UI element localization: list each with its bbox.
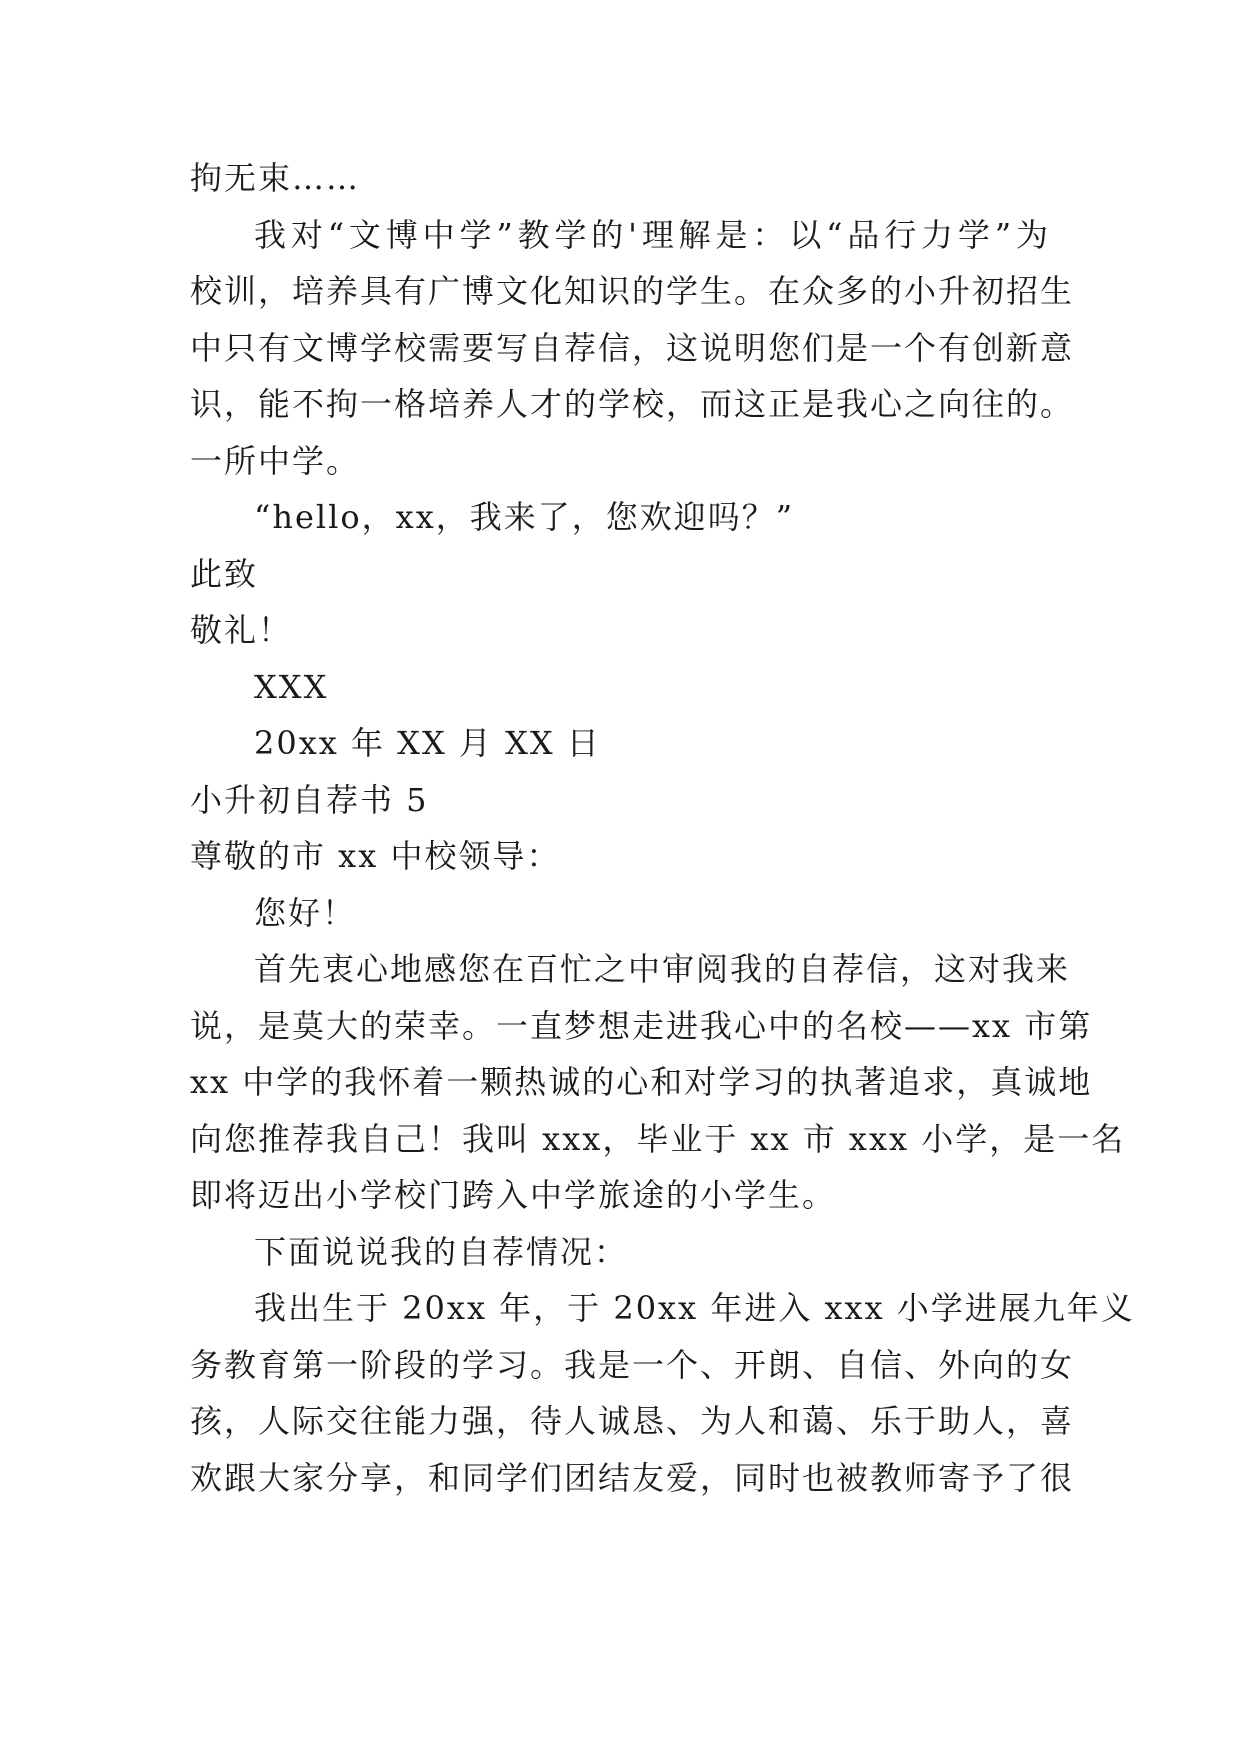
signature-date: 20xx 年 XX 月 XX 日 [254, 724, 601, 762]
text-line: 一所中学。 [190, 442, 361, 480]
text-line: 务教育第一阶段的学习。我是一个、开朗、自信、外向的女 [190, 1346, 1075, 1384]
closing-salutation: 此致 [190, 555, 259, 593]
text-line: 孩，人际交往能力强，待人诚恳、为人和蔼、乐于助人，喜 [190, 1402, 1075, 1440]
text-line: 我出生于 20xx 年，于 20xx 年进入 xxx 小学进展九年义 [254, 1289, 1135, 1327]
text-line: 识，能不拘一格培养人才的学校，而这正是我心之向往的。 [190, 385, 1075, 423]
closing-regards: 敬礼！ [190, 611, 293, 649]
text-line: xx 中学的我怀着一颗热诚的心和对学习的执著追求，真诚地 [190, 1063, 1093, 1101]
text-line: 即将迈出小学校门跨入中学旅途的小学生。 [190, 1176, 837, 1214]
text-line: 中只有文博学校需要写自荐信，这说明您们是一个有创新意 [190, 329, 1075, 367]
text-line: 下面说说我的自荐情况： [254, 1233, 629, 1271]
signature-name: XXX [254, 668, 329, 706]
text-line: 欢跟大家分享，和同学们团结友爱，同时也被教师寄予了很 [190, 1459, 1075, 1497]
letter-greeting: 您好！ [254, 894, 357, 932]
letter-addressee: 尊敬的市 xx 中校领导： [190, 837, 561, 875]
text-line: 拘无束…… [190, 159, 361, 197]
section-title: 小升初自荐书 5 [190, 781, 429, 819]
text-line: 向您推荐我自己！我叫 xxx，毕业于 xx 市 xxx 小学，是一名 [190, 1120, 1126, 1158]
text-line: 校训，培养具有广博文化知识的学生。在众多的小升初招生 [190, 272, 1075, 310]
text-line: 我对“文博中学”教学的'理解是：以“品行力学”为 [254, 216, 1050, 254]
text-line: “hello，xx，我来了，您欢迎吗？” [254, 498, 795, 536]
text-line: 首先衷心地感您在百忙之中审阅我的自荐信，这对我来 [254, 950, 1071, 988]
text-line: 说，是莫大的荣幸。一直梦想走进我心中的名校——xx 市第 [190, 1007, 1093, 1045]
